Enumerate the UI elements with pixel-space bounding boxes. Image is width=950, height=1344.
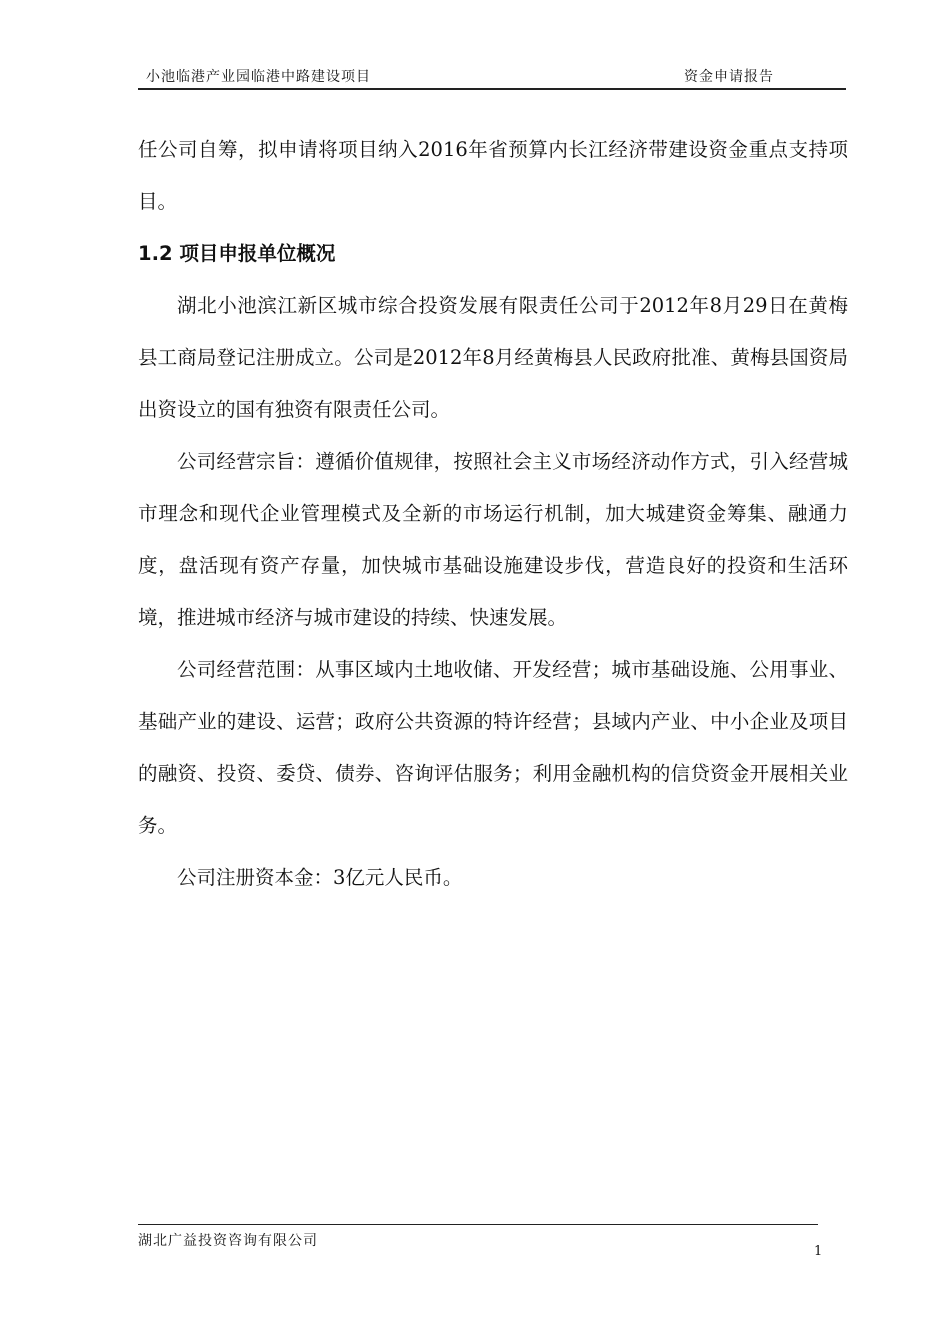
paragraph-business-scope: 公司经营范围：从事区域内土地收储、开发经营；城市基础设施、公用事业、基础产业的建设、运营；政府公共资源的特许经营；县域内产业、中小企业及项目的融资、投资、委贷、债券、咨询评估服务；利用金融机构的信贷资金开展相关业务。 [138,658,848,837]
section-heading: 1.2 项目申报单位概况 [138,242,336,265]
header-project-title: 小池临港产业园临港中路建设项目 [146,69,371,85]
page-number: 1 [814,1244,823,1259]
page-header [138,64,846,90]
footer-company: 湖北广益投资咨询有限公司 [138,1233,318,1249]
continued-paragraph: 任公司自筹，拟申请将项目纳入2016年省预算内长江经济带建设资金重点支持项目。 [138,138,848,213]
paragraph-company-overview: 湖北小池滨江新区城市综合投资发展有限责任公司于2012年8月29日在黄梅县工商局登记注册成立。公司是2012年8月经黄梅县人民政府批准、黄梅县国资局出资设立的国有独资有限责任公司。 [138,294,848,421]
page-body [138,124,848,904]
footer-divider [138,1224,818,1225]
header-report-type: 资金申请报告 [684,69,774,85]
paragraph-registered-capital: 公司注册资本金：3亿元人民币。 [177,866,463,889]
paragraph-business-purpose: 公司经营宗旨：遵循价值规律，按照社会主义市场经济动作方式，引入经营城市理念和现代企业管理模式及全新的市场运行机制，加大城建资金筹集、融通力度，盘活现有资产存量，加快城市基础设施建设步伐，营造良好的投资和生活环境，推进城市经济与城市建设的持续、快速发展。 [138,450,848,629]
